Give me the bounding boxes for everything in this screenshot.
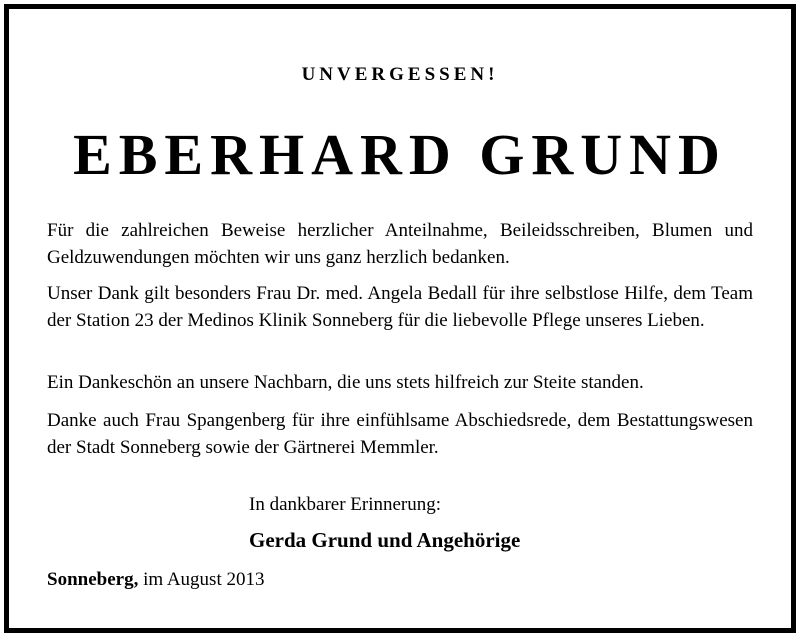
place-date: [47, 568, 264, 592]
memory-line: In dankbarer Erinnerung:: [249, 494, 442, 515]
deceased-name: EBERHARD GRUND: [73, 122, 727, 187]
thanks-paragraph-3: Ein Dankeschön an unsere Nachbarn, die uns stets hilfreich zur Steite standen.: [47, 372, 644, 393]
date: im August 2013: [143, 569, 265, 590]
signers: Gerda Grund und Angehörige: [249, 528, 521, 552]
thanks-paragraph-1: Für die zahlreichen Beweise herzlicher Anteilnahme, Beileidsschreiben, Blumen und Geldzuwendungen möchten wir uns ganz herzlich bedanken.: [47, 220, 753, 268]
thanks-paragraph-4: Danke auch Frau Spangenberg für ihre einfühlsame Abschiedsrede, dem Bestattungswesen der Stadt Sonneberg sowie der Gärtnerei Memmler.: [47, 410, 753, 458]
thanks-paragraph-2: Unser Dank gilt besonders Frau Dr. med. Angela Bedall für ihre selbstlose Hilfe, dem Team der Station 23 der Medinos Klinik Sonneberg für die liebevolle Pflege unseres Lieben.: [47, 283, 753, 331]
place: Sonneberg,: [47, 569, 139, 590]
notice-kicker: UNVERGESSEN!: [301, 64, 499, 85]
